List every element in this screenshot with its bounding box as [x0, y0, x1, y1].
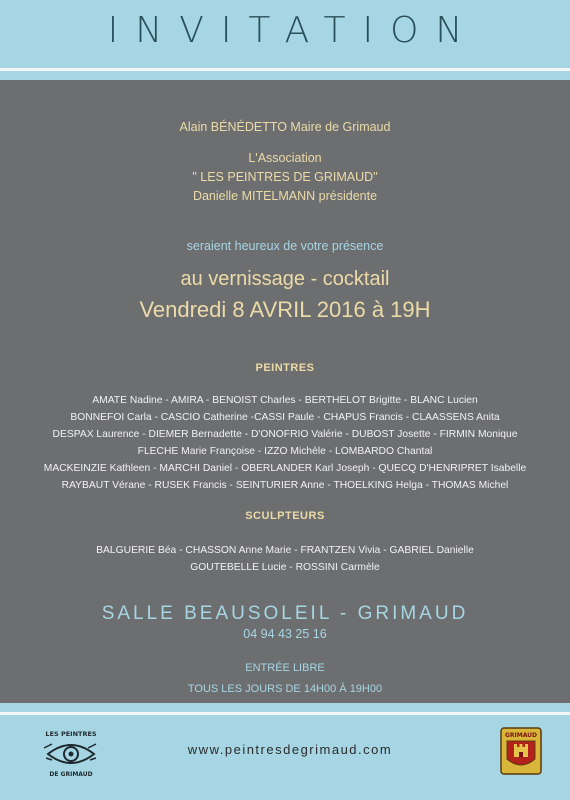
painters-line: MACKEINZIE Kathleen - MARCHI Daniel - OBERLANDER Karl Joseph - QUECQ D'HENRIPRET Isabelle — [43, 463, 527, 474]
eye-logo-icon — [40, 728, 102, 778]
association-logo — [40, 728, 102, 778]
page-title: INVITATION — [107, 10, 480, 51]
painters-line: BONNEFOI Carla - CASCIO Catherine -CASSI Paule - CHAPUS Francis - CLAASSENS Anita — [70, 412, 500, 423]
mayor-line: Alain BÉNÉDETTO Maire de Grimaud — [179, 120, 391, 134]
painters-line: RAYBAUT Vérane - RUSEK Francis - SEINTURIER Anne - THOELKING Helga - THOMAS Michel — [61, 480, 509, 491]
entry-free: ENTRÉE LIBRE — [245, 662, 325, 674]
logo-text-top: LES PEINTRES — [45, 730, 97, 738]
sculptors-heading: SCULPTEURS — [245, 510, 325, 522]
painters-line: FLECHE Marie Françoise - IZZO Michèle - LOMBARDO Chantal — [137, 446, 433, 457]
sculptors-list — [0, 542, 570, 576]
venue-name: SALLE BEAUSOLEIL - GRIMAUD — [101, 603, 469, 624]
president-line: Danielle MITELMANN présidente — [192, 189, 378, 203]
painters-line: AMATE Nadine - AMIRA - BENOIST Charles - BERTHELOT Brigitte - BLANC Lucien — [92, 395, 478, 406]
venue-phone: 04 94 43 25 16 — [243, 627, 327, 641]
painters-heading: PEINTRES — [255, 362, 315, 374]
hosts-block — [0, 118, 570, 206]
crest-label: GRIMAUD — [504, 732, 538, 739]
website-link[interactable]: www.peintresdegrimaud.com — [187, 742, 393, 757]
coat-of-arms-icon — [500, 727, 542, 775]
event-block — [0, 266, 570, 325]
event-name: au vernissage - cocktail — [180, 268, 390, 290]
opening-hours: TOUS LES JOURS DE 14H00 À 19H00 — [187, 683, 383, 695]
painters-line: DESPAX Laurence - DIEMER Bernadette - D'ONOFRIO Valérie - DUBOST Josette - FIRMIN Monique — [52, 429, 518, 440]
sculptors-line: GOUTEBELLE Lucie - ROSSINI Carmèle — [190, 562, 380, 573]
sculptors-line: BALGUERIE Béa - CHASSON Anne Marie - FRANTZEN Vivia - GABRIEL Danielle — [96, 545, 474, 556]
logo-text-bottom: DE GRIMAUD — [49, 771, 93, 778]
divider-bottom — [0, 712, 570, 715]
association-line: L'Association — [248, 151, 322, 165]
invite-line: seraient heureux de votre présence — [186, 239, 384, 253]
event-date: Vendredi 8 AVRIL 2016 à 19H — [139, 297, 431, 322]
divider-top — [0, 68, 570, 71]
painters-list — [0, 392, 570, 494]
association-name: " LES PEINTRES DE GRIMAUD" — [192, 170, 378, 184]
grimaud-crest — [500, 727, 542, 775]
